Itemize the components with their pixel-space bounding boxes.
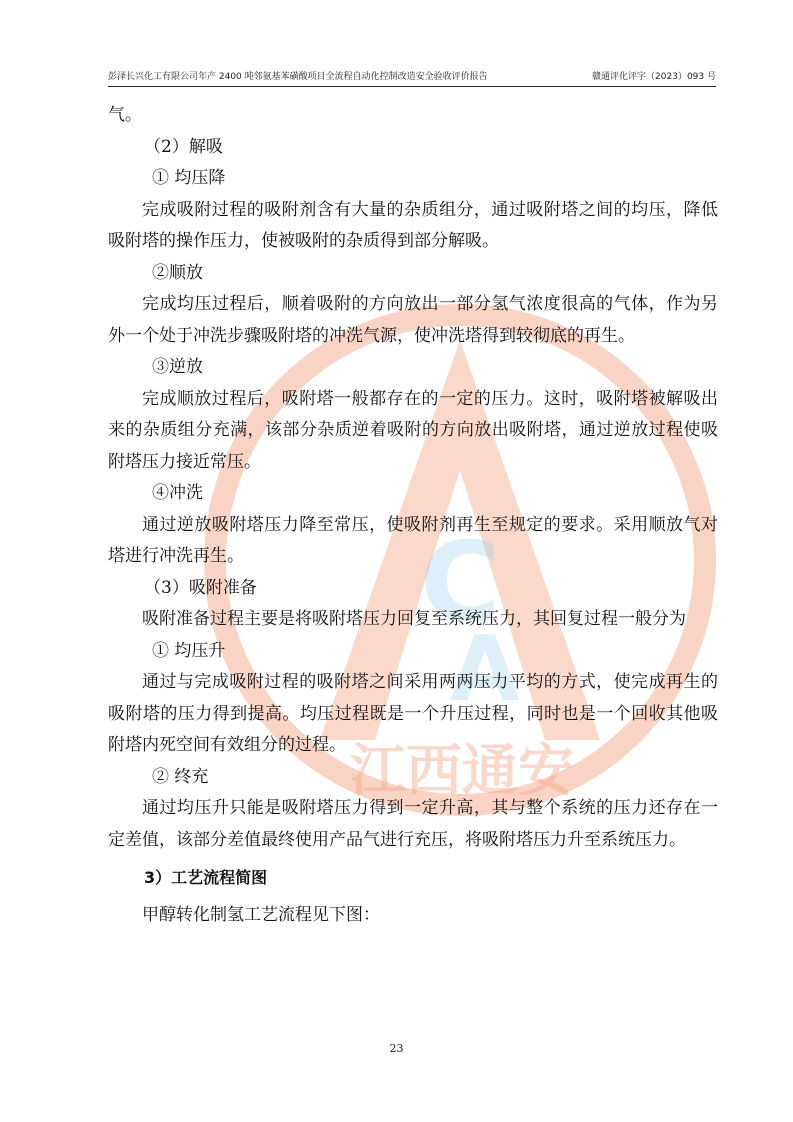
heading-process-flow: 3）工艺流程简图 <box>144 868 268 887</box>
svg-text:A: A <box>450 617 520 722</box>
paragraph-equalize-up: 通过与完成吸附过程的吸附塔之间采用两两压力平均的方式，使完成再生的吸附塔的压力得到提高。均压过程既是一个升压过程，同时也是一个回收其他吸附塔内死空间有效组分的过程。 <box>108 672 718 755</box>
document-body <box>108 100 718 931</box>
paragraph-adsorption-prepare: 吸附准备过程主要是将吸附塔压力回复至系统压力，其回复过程一般分为 <box>142 609 686 629</box>
paragraph-equalize-down: 完成吸附过程的吸附剂含有大量的杂质组分，通过吸附塔之间的均压，降低吸附塔的操作压力，使被吸附的杂质得到部分解吸。 <box>108 199 718 251</box>
heading-reverse-release: ③逆放 <box>152 357 203 377</box>
heading-equalize-up: ① 均压升 <box>152 640 226 661</box>
paragraph-continuation: 气。 <box>108 105 142 125</box>
heading-final-fill: ② 终充 <box>152 766 209 787</box>
paragraph-purge: 通过逆放吸附塔压力降至常压，使吸附剂再生至规定的要求。采用顺放气对塔进行冲洗再生。 <box>108 514 718 566</box>
heading-equalize-down: ① 均压降 <box>152 168 226 188</box>
paragraph-reverse-release: 完成顺放过程后，吸附塔一般都存在的一定的压力。这时，吸附塔被解吸出来的杂质组分充满，该部分杂质逆着吸附的方向放出吸附塔，通过逆放过程使吸附塔压力接近常压。 <box>108 388 718 472</box>
svg-text:江西通安: 江西通安 <box>350 739 574 804</box>
heading-adsorption-prepare: （3）吸附准备 <box>144 577 257 598</box>
heading-purge: ④冲洗 <box>152 483 203 503</box>
page-number: 23 <box>389 1042 404 1055</box>
svg-text:C: C <box>420 518 501 646</box>
header-report-number: 赣通评化评字（2023）093 号 <box>592 72 716 82</box>
heading-forward-release: ②顺放 <box>152 262 203 283</box>
paragraph-forward-release: 完成均压过程后，顺着吸附的方向放出一部分氢气浓度很高的气体，作为另外一个处于冲洗步骤吸附塔的冲洗气源，使冲洗塔得到较彻底的再生。 <box>108 294 718 346</box>
header-report-title: 彭泽长兴化工有限公司年产 2400 吨邻氨基苯磺酸项目全流程自动化控制改造安全验收评价报告 <box>108 72 488 82</box>
heading-desorption: （2）解吸 <box>144 136 223 157</box>
paragraph-process-flow: 甲醇转化制氢工艺流程见下图： <box>142 904 380 925</box>
paragraph-final-fill: 通过均压升只能是吸附塔压力得到一定升高，其与整个系统的压力还存在一定差值，该部分差值最终使用产品气进行充压，将吸附塔压力升至系统压力。 <box>108 798 718 850</box>
page-header <box>108 70 716 87</box>
